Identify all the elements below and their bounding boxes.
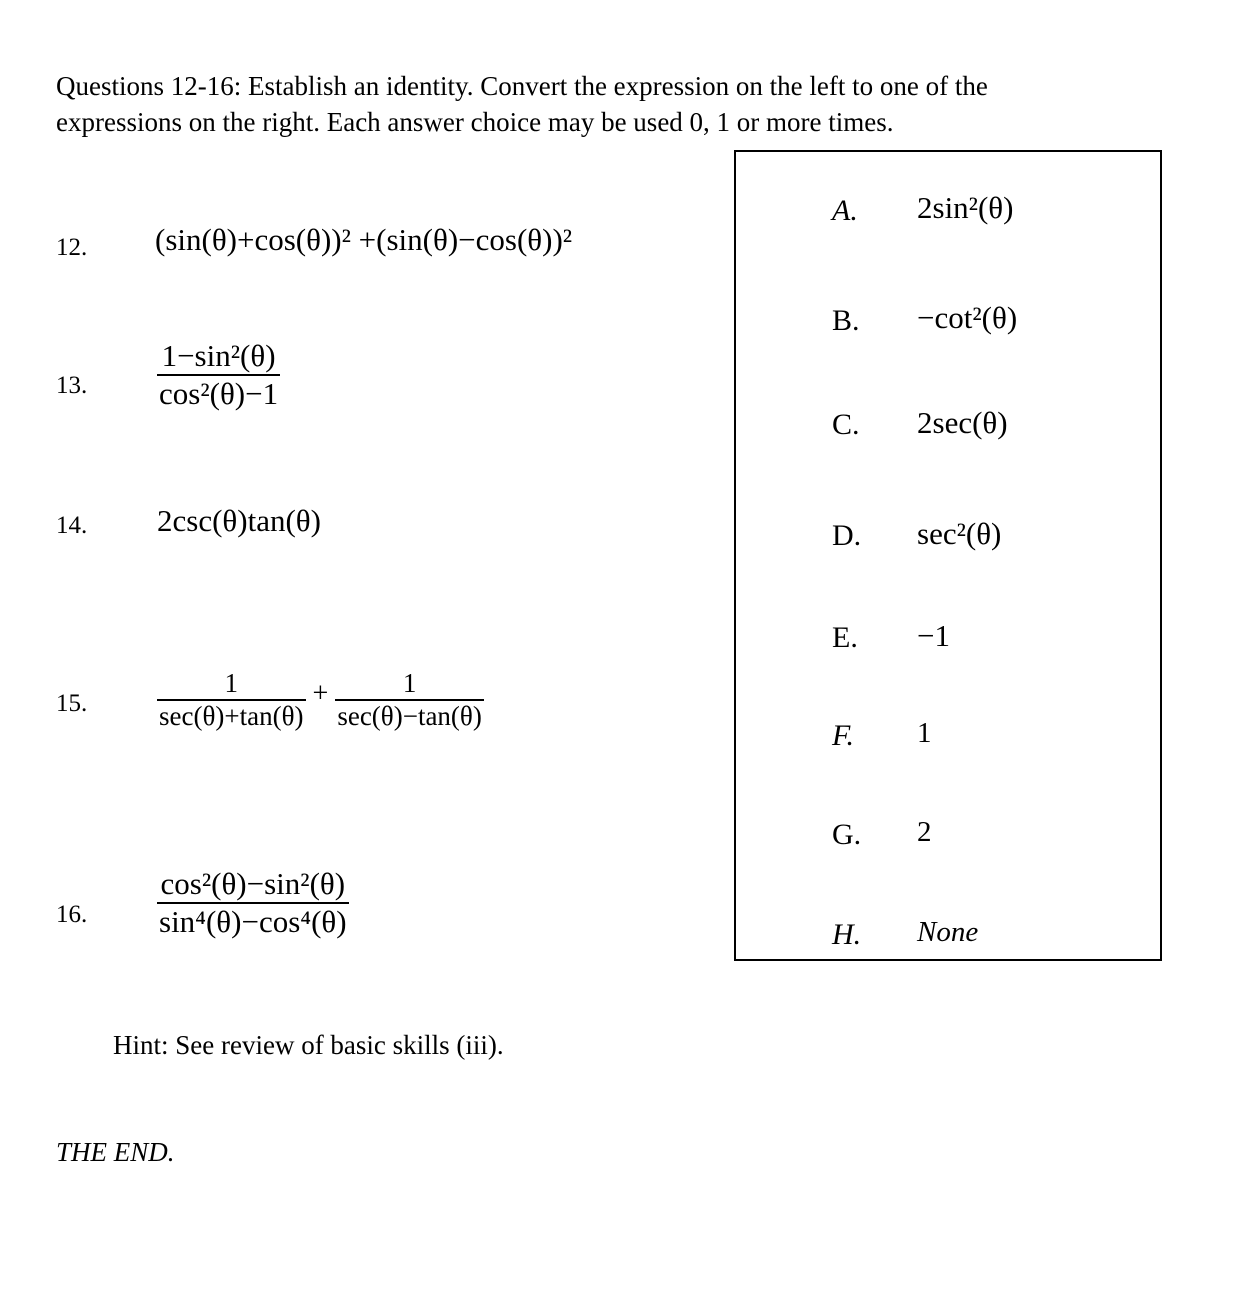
question-16-expression	[157, 866, 349, 940]
question-16-fraction	[157, 866, 349, 940]
question-15-expression	[157, 668, 484, 732]
question-16-denominator: sin⁴(θ)−cos⁴(θ)	[159, 904, 347, 939]
choice-c-letter: C.	[832, 408, 860, 441]
answer-choices-box	[734, 150, 1162, 961]
question-13-fraction	[157, 338, 280, 412]
choice-e-letter: E.	[832, 621, 858, 654]
question-13-expression	[157, 338, 280, 412]
choice-h-letter: H.	[832, 918, 862, 951]
choice-d-letter: D.	[832, 519, 862, 552]
choice-f-value: 1	[917, 717, 932, 749]
instructions-line-1: Questions 12-16: Establish an identity. Convert the expression on the left to one of the	[56, 71, 988, 101]
question-14-number: 14.	[56, 512, 88, 539]
question-15-number: 15.	[56, 690, 88, 717]
choice-a-value: 2sin²(θ)	[917, 190, 1014, 225]
question-15-fraction-1	[157, 668, 306, 732]
instructions	[56, 68, 1176, 140]
choice-g-letter: G.	[832, 818, 862, 851]
question-12-number: 12.	[56, 234, 88, 261]
instructions-line-2: expressions on the right. Each answer choice may be used 0, 1 or more times.	[56, 107, 894, 137]
question-16-number: 16.	[56, 901, 88, 928]
choice-f-letter: F.	[832, 719, 854, 752]
the-end-text: THE END.	[56, 1137, 175, 1167]
hint-text: Hint: See review of basic skills (iii).	[113, 1030, 504, 1060]
choice-e-value: −1	[917, 618, 950, 653]
question-12-expression: (sin(θ)+cos(θ))² +(sin(θ)−cos(θ))²	[155, 222, 573, 257]
choice-g-value: 2	[917, 816, 932, 848]
question-13-number: 13.	[56, 372, 88, 399]
question-13-numerator: 1−sin²(θ)	[157, 338, 280, 376]
question-15-term1-numerator: 1	[157, 668, 306, 701]
question-15-term2-numerator: 1	[335, 668, 484, 701]
choice-h-value: None	[917, 916, 979, 948]
question-15-term1-denominator: sec(θ)+tan(θ)	[159, 701, 304, 731]
question-16-numerator: cos²(θ)−sin²(θ)	[157, 866, 349, 904]
question-15-term2-denominator: sec(θ)−tan(θ)	[337, 701, 482, 731]
question-14-expression: 2csc(θ)tan(θ)	[157, 503, 321, 538]
question-13-denominator: cos²(θ)−1	[159, 376, 279, 411]
choice-a-letter: A.	[832, 194, 858, 227]
choice-b-value: −cot²(θ)	[917, 300, 1018, 335]
choice-b-letter: B.	[832, 304, 860, 337]
choice-c-value: 2sec(θ)	[917, 405, 1008, 440]
question-15-fraction-2	[335, 668, 484, 732]
question-15-operator: +	[312, 678, 329, 709]
choice-d-value: sec²(θ)	[917, 516, 1002, 551]
